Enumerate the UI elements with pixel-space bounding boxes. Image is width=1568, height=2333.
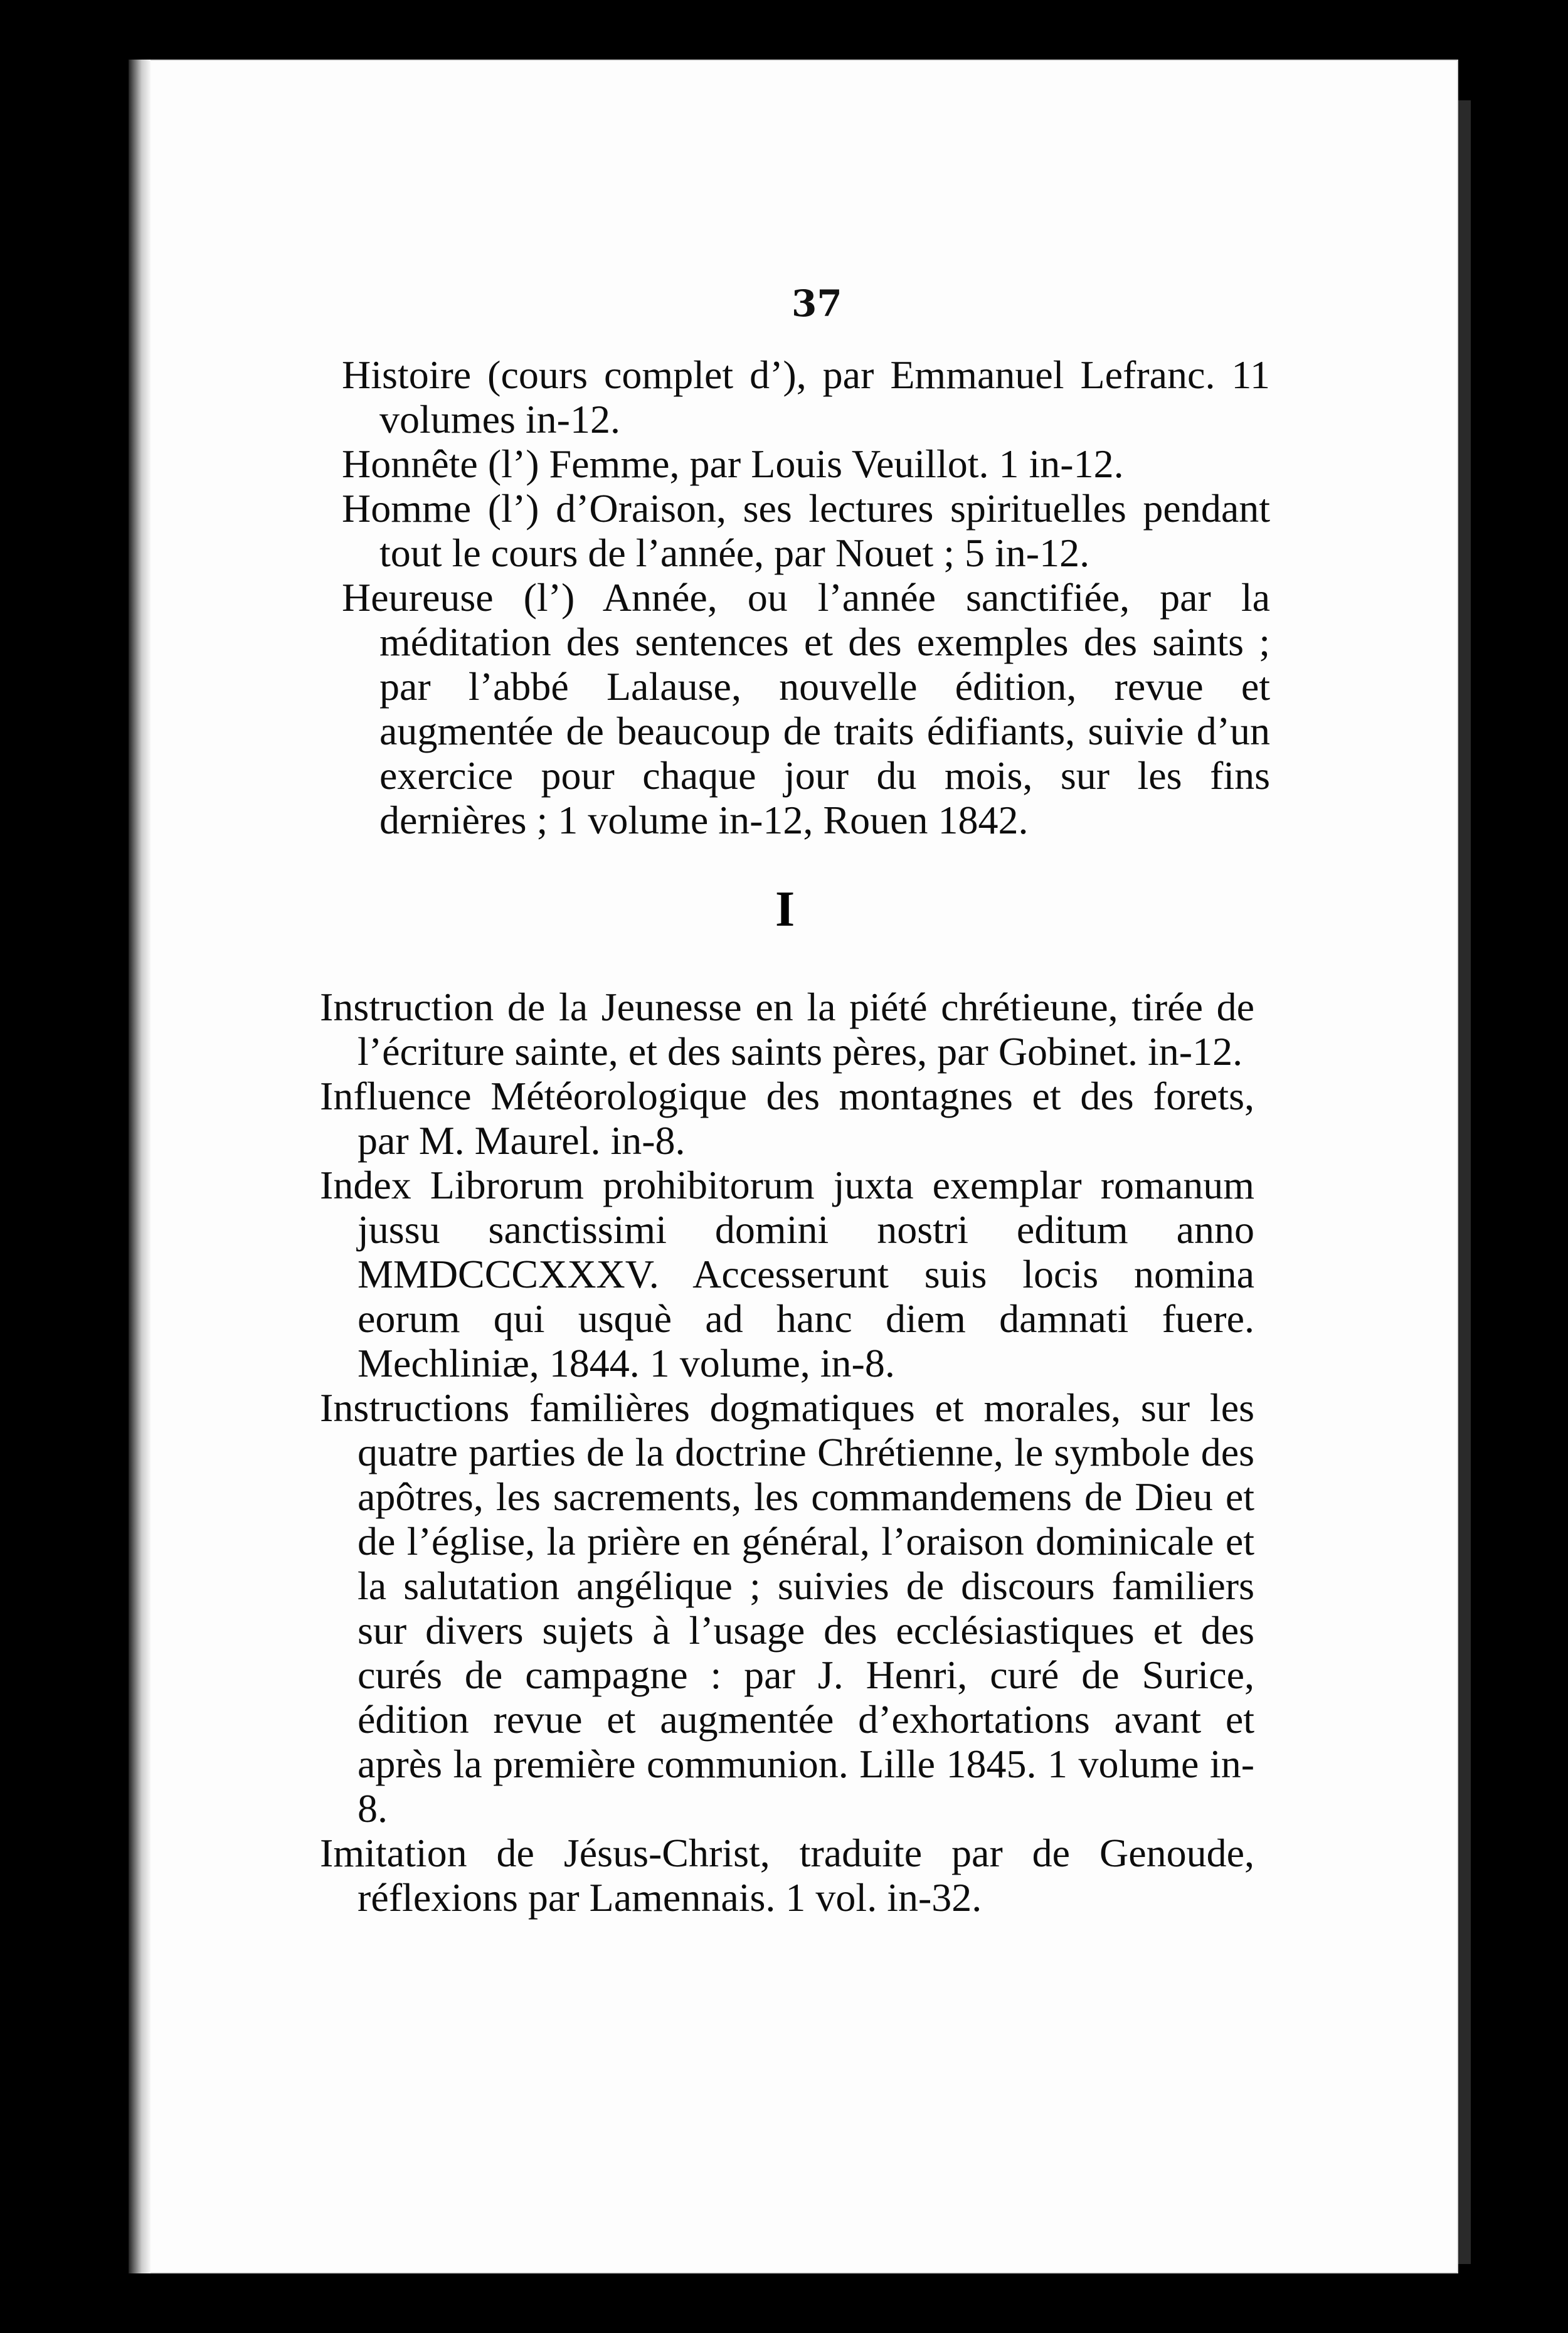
entries-block-h xyxy=(342,352,1270,842)
section-heading-letter: I xyxy=(775,882,795,937)
catalog-entry: Index Librorum prohibitorum juxta exemplar romanum jussu sanctissimi domini nostri editum anno MMDCCCXXXV. Accesserunt suis locis nomina eorum qui usquè ad hanc diem damnati fuere. Mechliniæ, 1844. 1 volume, in-8. xyxy=(320,1163,1254,1385)
catalog-entry: Heureuse (l’) Année, ou l’année sanctifiée, par la méditation des sentences et des exemples des saints ; par l’abbé Lalause, nouvelle édition, revue et augmentée de beaucoup de traits édifiants, suivie d’un exercice pour chaque jour du mois, sur les fins dernières ; 1 volume in-12, Rouen 1842. xyxy=(342,575,1270,842)
entries-block-i xyxy=(320,985,1254,1920)
catalog-entry: Instruction de la Jeunesse en la piété chrétieune, tirée de l’écriture sainte, et des saints pères, par Gobinet. in-12. xyxy=(320,985,1254,1074)
catalog-entry: Influence Météorologique des montagnes et des forets, par M. Maurel. in-8. xyxy=(320,1074,1254,1163)
catalog-entry: Histoire (cours complet d’), par Emmanuel Lefranc. 11 volumes in-12. xyxy=(342,352,1270,442)
catalog-entry: Homme (l’) d’Oraison, ses lectures spirituelles pendant tout le cours de l’année, par Nouet ; 5 in-12. xyxy=(342,486,1270,575)
catalog-entry: Imitation de Jésus-Christ, traduite par de Genoude, réflexions par Lamennais. 1 vol. in-32. xyxy=(320,1831,1254,1920)
page-gutter-shadow xyxy=(129,60,151,2273)
catalog-entry: Instructions familières dogmatiques et morales, sur les quatre parties de la doctrine Chrétienne, le symbole des apôtres, les sacrements, les commandemens de Dieu et de l’église, la prière en général, l’oraison dominicale et la salutation angélique ; suivies de discours familiers sur divers sujets à l’usage des ecclésiastiques et des curés de campagne : par J. Henri, curé de Surice, édition revue et augmentée d’exhortations avant et après la première communion. Lille 1845. 1 volume in-8. xyxy=(320,1385,1254,1831)
catalog-entry: Honnête (l’) Femme, par Louis Veuillot. 1 in-12. xyxy=(342,442,1124,486)
page-number: 37 xyxy=(792,282,842,325)
page-edge-right xyxy=(1458,100,1471,2264)
